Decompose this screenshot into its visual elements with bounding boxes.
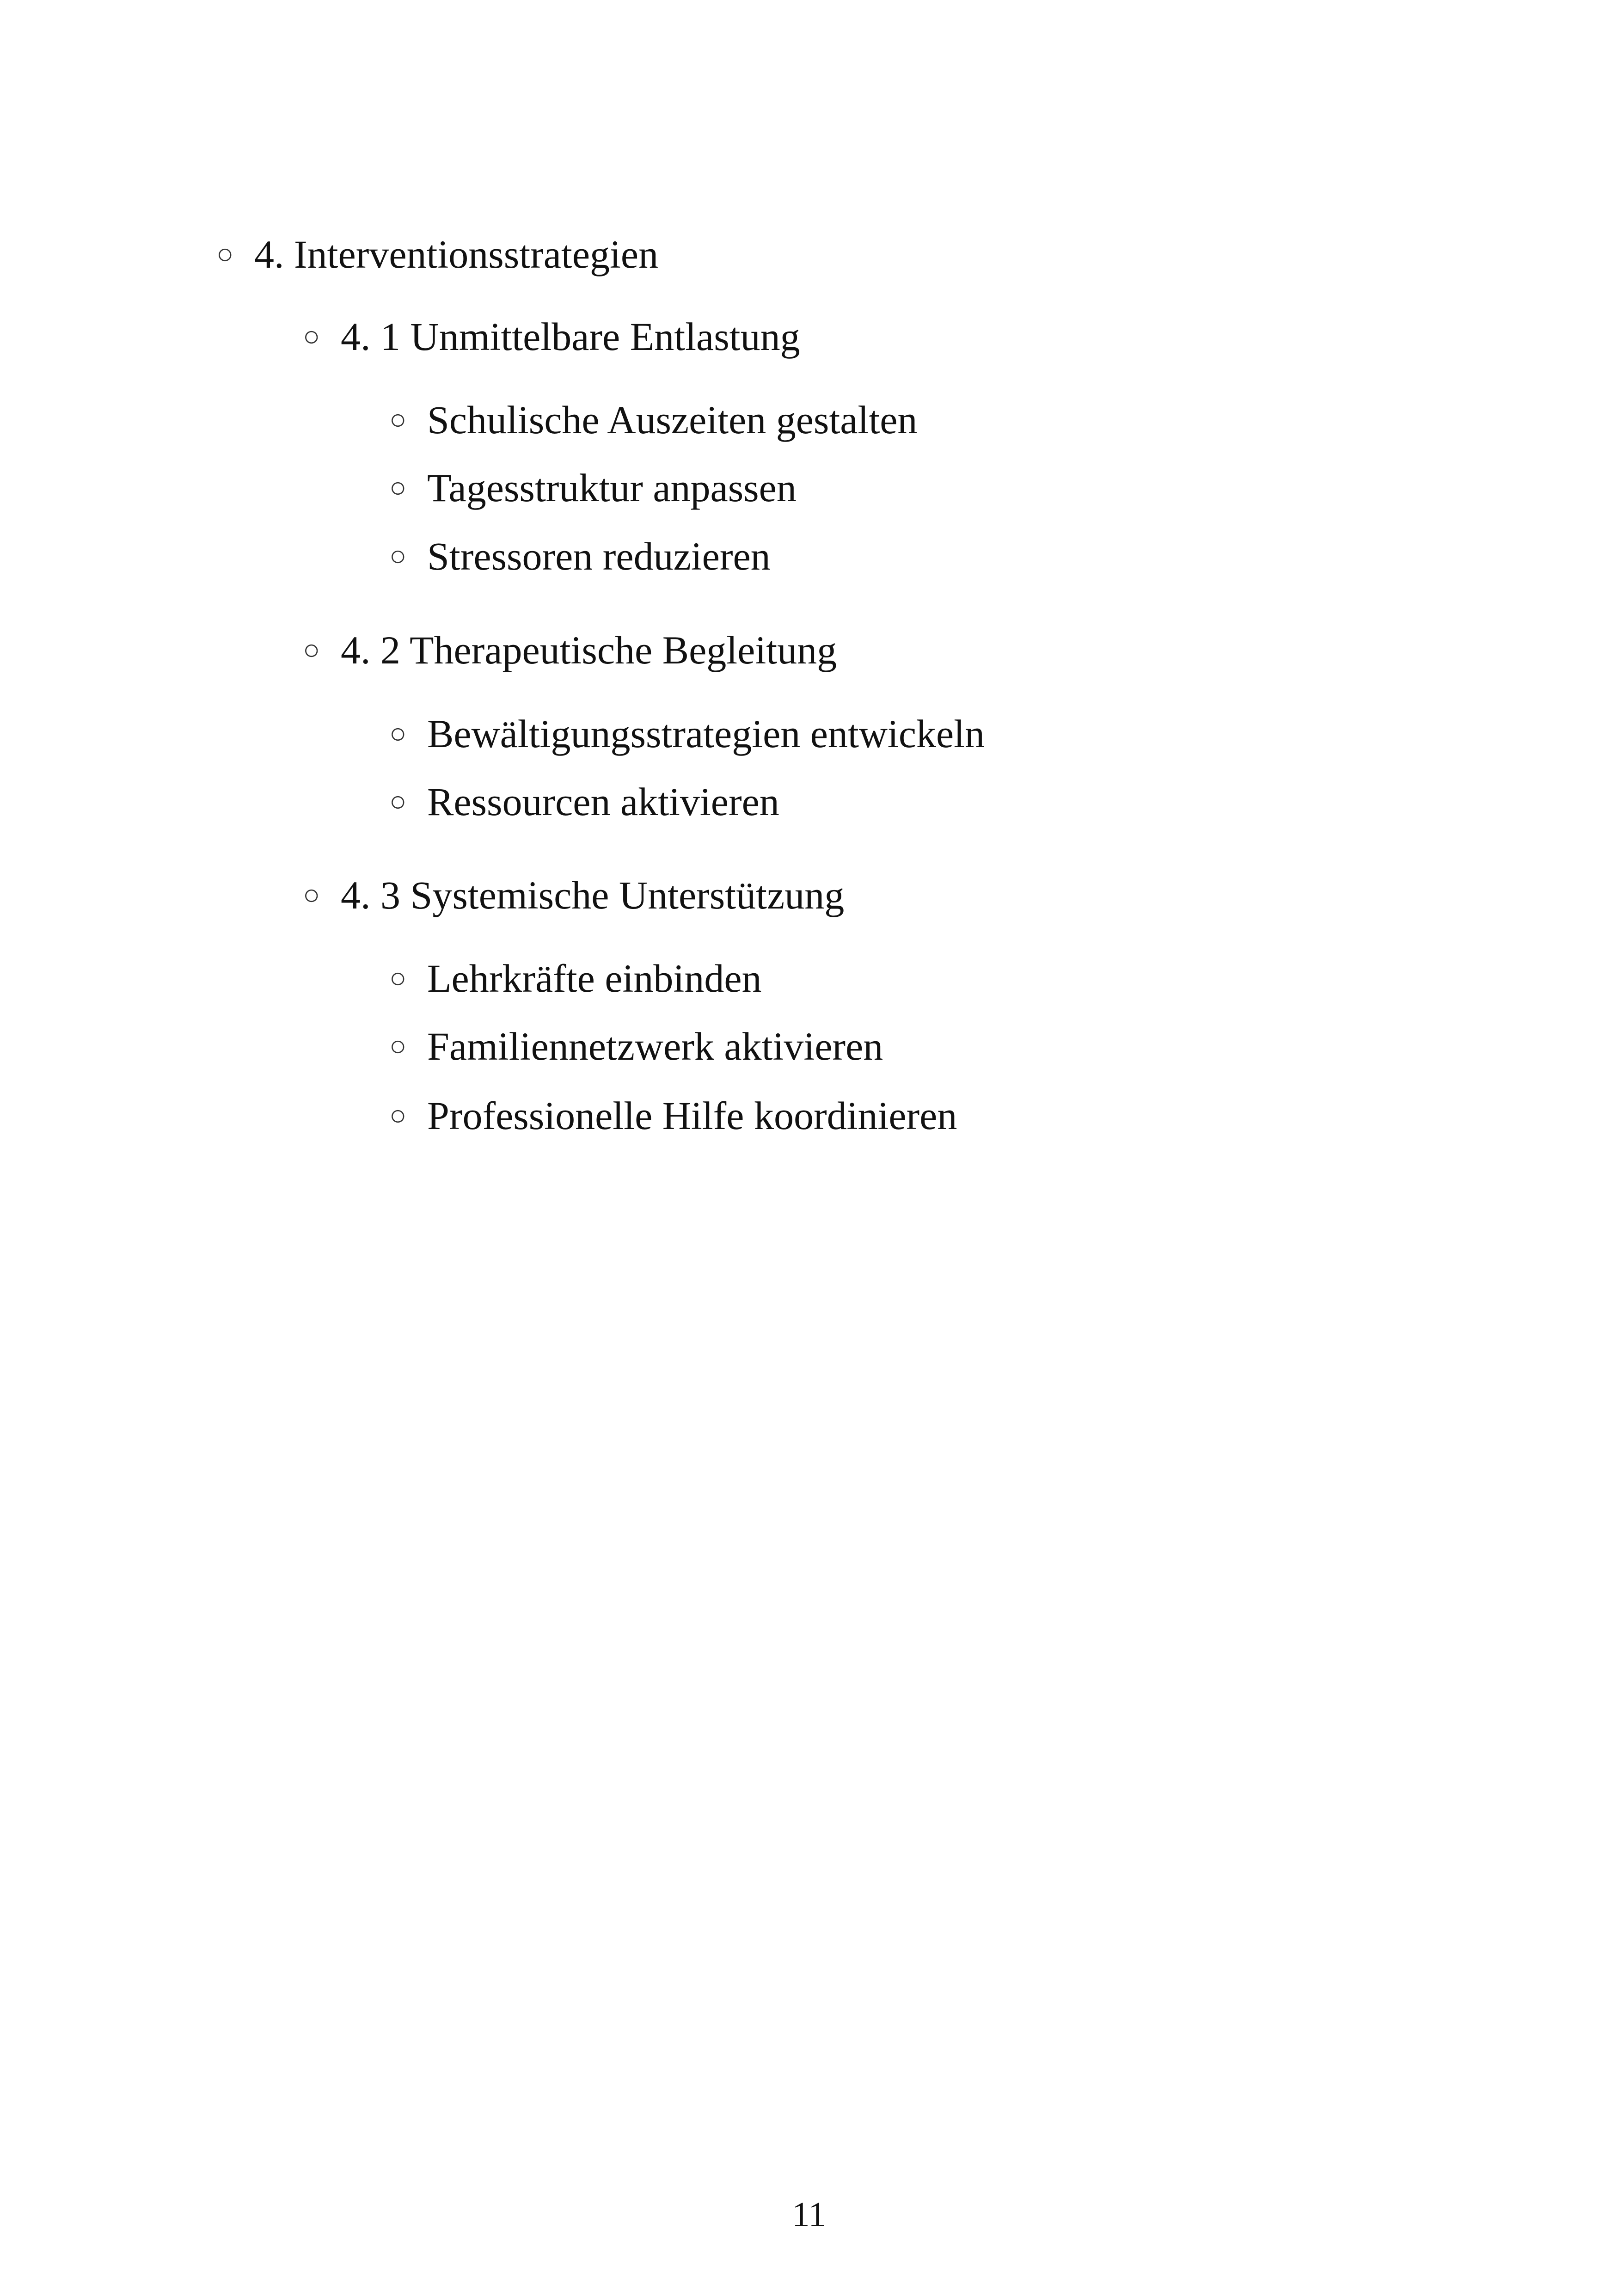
outline-item	[389, 779, 779, 825]
outline-section	[216, 231, 658, 277]
bullet-icon: ○	[389, 1100, 407, 1131]
bullet-icon: ○	[389, 786, 407, 817]
item-text: Schulische Auszeiten gestalten	[427, 398, 918, 442]
item-text: Stressoren reduzieren	[427, 534, 771, 578]
bullet-icon: ○	[389, 718, 407, 749]
item-text: Lehrkräfte einbinden	[427, 956, 762, 1001]
item-text: Professionelle Hilfe koordinieren	[427, 1093, 957, 1138]
bullet-icon: ○	[216, 239, 234, 270]
outline-item	[389, 1023, 883, 1069]
outline-subsection	[303, 313, 800, 360]
outline-item	[389, 465, 797, 511]
subsection-title: 4. 3 Systemische Unterstützung	[341, 873, 845, 917]
page-number: 11	[792, 2195, 826, 2234]
bullet-icon: ○	[389, 1031, 407, 1062]
outline-item	[389, 1093, 957, 1139]
subsection-title: 4. 1 Unmittelbare Entlastung	[341, 314, 800, 359]
bullet-icon: ○	[303, 634, 320, 666]
outline-item	[389, 533, 771, 579]
item-text: Bewältigungsstrategien entwickeln	[427, 712, 985, 756]
item-text: Tagesstruktur anpassen	[427, 466, 797, 510]
outline-subsection	[303, 872, 844, 918]
bullet-icon: ○	[303, 321, 320, 352]
item-text: Ressourcen aktivieren	[427, 780, 779, 824]
bullet-icon: ○	[389, 963, 407, 994]
bullet-icon: ○	[389, 472, 407, 503]
subsection-title: 4. 2 Therapeutische Begleitung	[341, 628, 837, 672]
bullet-icon: ○	[389, 540, 407, 572]
section-title: 4. Interventionsstrategien	[254, 232, 659, 276]
outline-item	[389, 955, 761, 1001]
outline-item	[389, 711, 985, 757]
bullet-icon: ○	[389, 404, 407, 436]
outline-subsection	[303, 627, 837, 673]
item-text: Familiennetzwerk aktivieren	[427, 1024, 883, 1068]
bullet-icon: ○	[303, 879, 320, 911]
outline-item	[389, 397, 917, 443]
